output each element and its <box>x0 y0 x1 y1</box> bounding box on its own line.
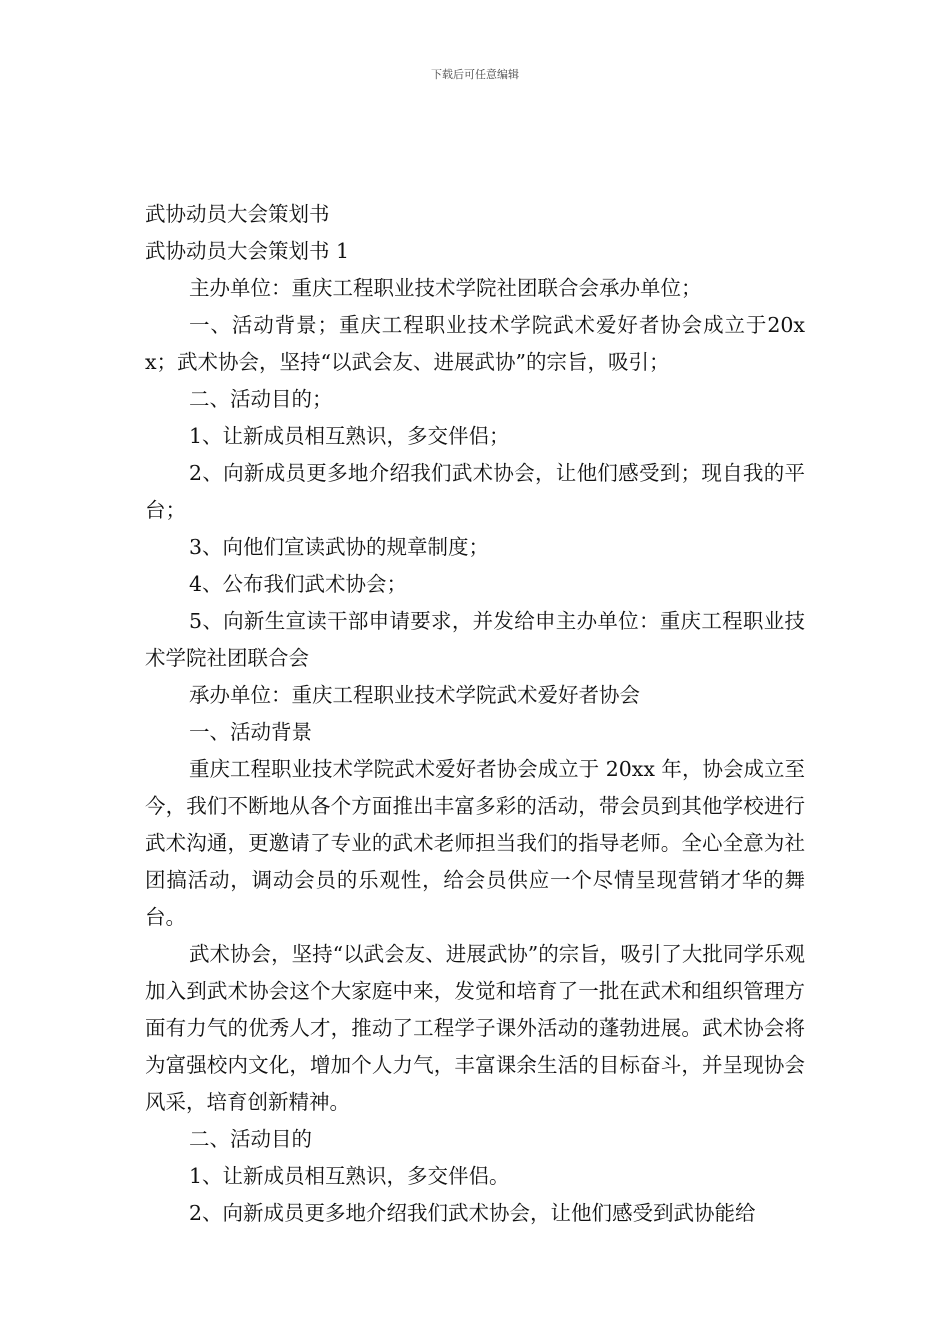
page-header-note: 下载后可任意编辑 <box>431 68 519 81</box>
paragraph: 2、向新成员更多地介绍我们武术协会，让他们感受到武协能给 <box>189 1201 756 1225</box>
paragraph: 一、活动背景；重庆工程职业技术学院武术爱好者协会成立于20xx；武术协会，坚持“以武会友、进展武协”的宗旨，吸引； <box>145 313 805 374</box>
paragraph: 5、向新生宣读干部申请要求，并发给申主办单位：重庆工程职业技术学院社团联合会 <box>145 609 805 670</box>
paragraph: 主办单位：重庆工程职业技术学院社团联合会承办单位； <box>189 276 702 300</box>
paragraph: 3、向他们宣读武协的规章制度； <box>189 535 490 559</box>
paragraph: 2、向新成员更多地介绍我们武术协会，让他们感受到；现自我的平台； <box>145 461 805 522</box>
paragraph: 1、让新成员相互熟识，多交伴侣； <box>189 424 510 448</box>
paragraph: 武术协会，坚持“以武会友、进展武协”的宗旨，吸引了大批同学乐观加入到武术协会这个大家庭中来，发觉和培育了一批在武术和组织管理方面有力气的优秀人才，推动了工程学子课外活动的蓬勃进展。武术协会将为富强校内文化，增加个人力气，丰富课余生活的目标奋斗，并呈现协会风采，培育创新精神。 <box>145 942 805 1114</box>
document-body <box>145 196 805 1232</box>
document-subtitle: 武协动员大会策划书 1 <box>145 239 350 263</box>
paragraph: 二、活动目的； <box>189 387 333 411</box>
paragraph: 二、活动目的 <box>189 1127 312 1151</box>
paragraph: 重庆工程职业技术学院武术爱好者协会成立于 20xx 年，协会成立至今，我们不断地从各个方面推出丰富多彩的活动，带会员到其他学校进行武术沟通，更邀请了专业的武术老师担当我们的指导老师。全心全意为社团搞活动，调动会员的乐观性，给会员供应一个尽情呈现营销才华的舞台。 <box>145 757 805 929</box>
paragraph: 1、让新成员相互熟识，多交伴侣。 <box>189 1164 510 1188</box>
document-title: 武协动员大会策划书 <box>145 202 330 226</box>
paragraph: 一、活动背景 <box>189 720 312 744</box>
paragraph: 承办单位：重庆工程职业技术学院武术爱好者协会 <box>189 683 640 707</box>
paragraph: 4、公布我们武术协会； <box>189 572 408 596</box>
